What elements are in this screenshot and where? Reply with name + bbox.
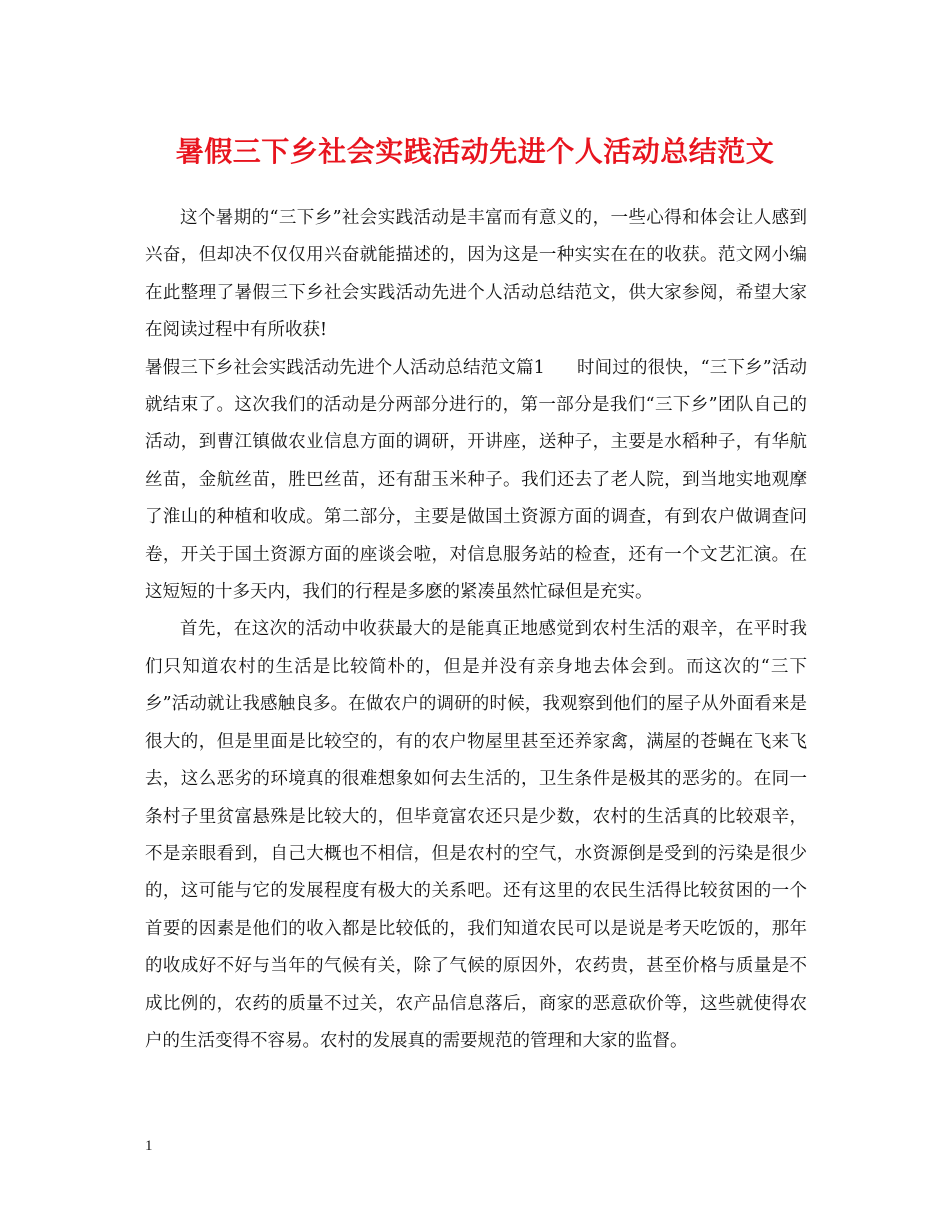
paragraph-2: 首先，在这次的活动中收获最大的是能真正地感觉到农村生活的艰辛，在平时我们只知道农村的生活是比较简朴的，但是并没有亲身地去体会到。而这次的“三下乡”活动就让我感触良多。在做农户的调研的时候，我观察到他们的屋子从外面看来是很大的，但是里面是比较空的，有的农户物屋里甚至还养家禽，满屋的苍蝇在飞来飞去，这么恶劣的环境真的很难想象如何去生活的，卫生条件是极其的恶劣的。在同一条村子里贫富悬殊是比较大的，但毕竟富农还只是少数，农村的生活真的比较艰辛，不是亲眼看到，自己大概也不相信，但是农村的空气，水资源倒是受到的污染是很少的，这可能与它的发展程度有极大的关系吧。还有这里的农民生活得比较贫困的一个首要的因素是他们的收入都是比较低的，我们知道农民可以是说是考天吃饭的，那年的收成好不好与当年的气候有关，除了气候的原因外，农药贵，甚至价格与质量是不成比例的，农药的质量不过关，农产品信息落后，商家的恶意砍价等，这些就使得农户的生活变得不容易。农村的发展真的需要规范的管理和大家的监督。	[145, 619, 807, 1051]
section-heading: 暑假三下乡社会实践活动先进个人活动总结范文篇1	[145, 357, 545, 378]
section-paragraph	[145, 350, 807, 612]
intro-paragraph: 这个暑期的“三下乡”社会实践活动是丰富而有意义的，一些心得和体会让人感到兴奋，但却决不仅仅用兴奋就能描述的，因为这是一种实实在在的收获。范文网小编在此整理了暑假三下乡社会实践活动先进个人活动总结范文，供大家参阅，希望大家在阅读过程中有所收获!	[145, 208, 807, 341]
document-title: 暑假三下乡社会实践活动先进个人活动总结范文	[175, 135, 775, 168]
document-body	[145, 200, 807, 1060]
section-text: 时间过的很快，“三下乡”活动就结束了。这次我们的活动是分两部分进行的，第一部分是我们“三下乡”团队自己的活动，到曹江镇做农业信息方面的调研，开讲座，送种子，主要是水稻种子，有华航丝苗，金航丝苗，胜巴丝苗，还有甜玉米种子。我们还去了老人院，到当地实地观摩了淮山的种植和收成。第二部分，主要是做国土资源方面的调查，有到农户做调查问卷，开关于国土资源方面的座谈会啦，对信息服务站的检查，还有一个文艺汇演。在这短短的十多天内，我们的行程是多麽的紧凑虽然忙碌但是充实。	[145, 357, 807, 603]
page-number: 1	[145, 1138, 153, 1154]
